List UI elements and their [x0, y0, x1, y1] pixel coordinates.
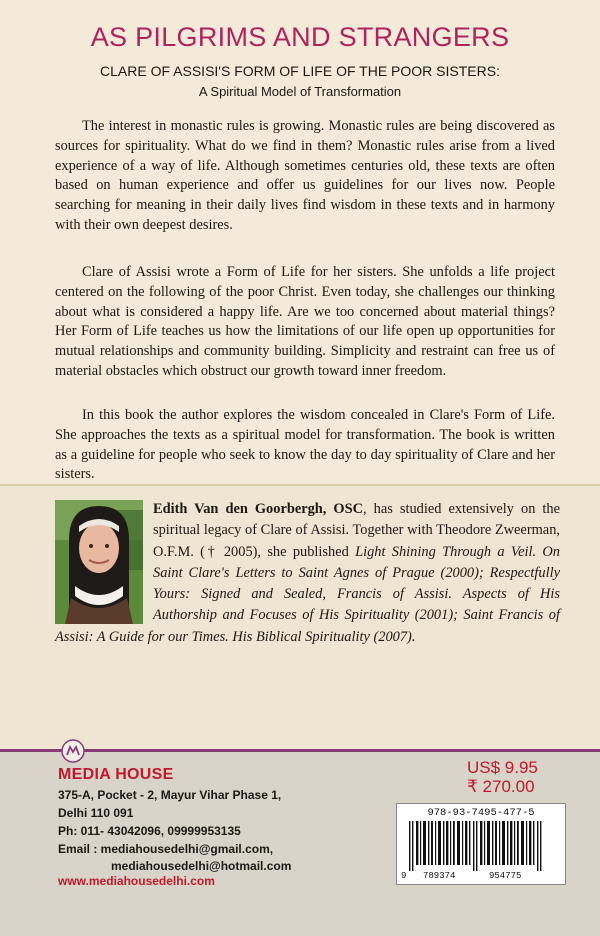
description-paragraph-2: Clare of Assisi wrote a Form of Life for her sisters. She unfolds a life project centered on the following of the poor Christ. Even today, she challenges our thinking about what is considered a happy life. Are we too concerned about material things? Her Form of Life teaches us how the limitations of our life open up opportunities for mutual relationships and community building. Simplicity and restraint can free us of material obstacles which obstruct our growth toward inner freedom.: [55, 264, 555, 379]
barcode-group-1: 789374: [423, 871, 456, 881]
barcode-bars-icon: [407, 821, 557, 871]
author-works: Light Shining Through a Veil. On Saint Clare's Letters to Saint Agnes of Prague (2000); Respectfully Yours: Signed and Sealed, Francis of Assisi. Aspects of His Authorship and Focuses of His Spirituality (2001); Saint Francis of Assisi: A Guide for our Times. His Biblical Spirituality (2007).: [55, 543, 560, 645]
isbn-number: 978-93-7495-477-5: [427, 807, 535, 819]
price-usd: US$ 9.95: [467, 758, 538, 777]
author-bio: [55, 499, 560, 648]
publisher-address-line-1: 375-A, Pocket - 2, Mayur Vihar Phase 1,: [58, 788, 282, 802]
author-bio-text: , has studied extensively on the spiritual legacy of Clare of Assisi. Together with Theodore Zweerman, O.F.M. († 2005), she published: [153, 501, 560, 560]
publisher-email-2[interactable]: mediahousedelhi@hotmail.com: [111, 859, 292, 873]
media-house-logo-icon: [61, 739, 85, 763]
barcode-lead-digit: 9: [401, 871, 407, 881]
book-subtitle: CLARE OF ASSISI'S FORM OF LIFE OF THE POOR SISTERS:: [100, 63, 500, 79]
isbn-barcode: [396, 803, 566, 885]
book-title: AS PILGRIMS AND STRANGERS: [90, 22, 510, 52]
section-divider: [0, 484, 600, 486]
price-inr: ₹ 270.00: [467, 777, 535, 796]
barcode-group-2: 954775: [489, 871, 522, 881]
description-paragraph-3: In this book the author explores the wisdom concealed in Clare's Form of Life. She approaches the texts as a spiritual model for transformation. The book is written as a guideline for people who seek to know the day to day spirituality of Clare and her sisters.: [55, 407, 555, 483]
publisher-phone: Ph: 011- 43042096, 09999953135: [58, 824, 241, 838]
publisher-address-line-2: Delhi 110 091: [58, 806, 134, 820]
author-name: Edith Van den Goorbergh, OSC: [153, 501, 364, 517]
publisher-name: MEDIA HOUSE: [58, 766, 174, 783]
description-paragraph-1: The interest in monastic rules is growing. Monastic rules are being discovered as sources for spirituality. What do we find in them? Monastic rules arise from a lived experience of a way of life. Although sometimes centuries old, these texts are often based on human experience and offer us guidelines for our lives now. People searching for meaning in their daily lives find wisdom in these texts and in harmony with their own deepest desires.: [55, 118, 555, 233]
book-tagline: A Spiritual Model of Transformation: [198, 84, 402, 99]
publisher-email-1[interactable]: Email : mediahousedelhi@gmail.com,: [58, 842, 274, 856]
publisher-website[interactable]: www.mediahousedelhi.com: [58, 874, 215, 888]
